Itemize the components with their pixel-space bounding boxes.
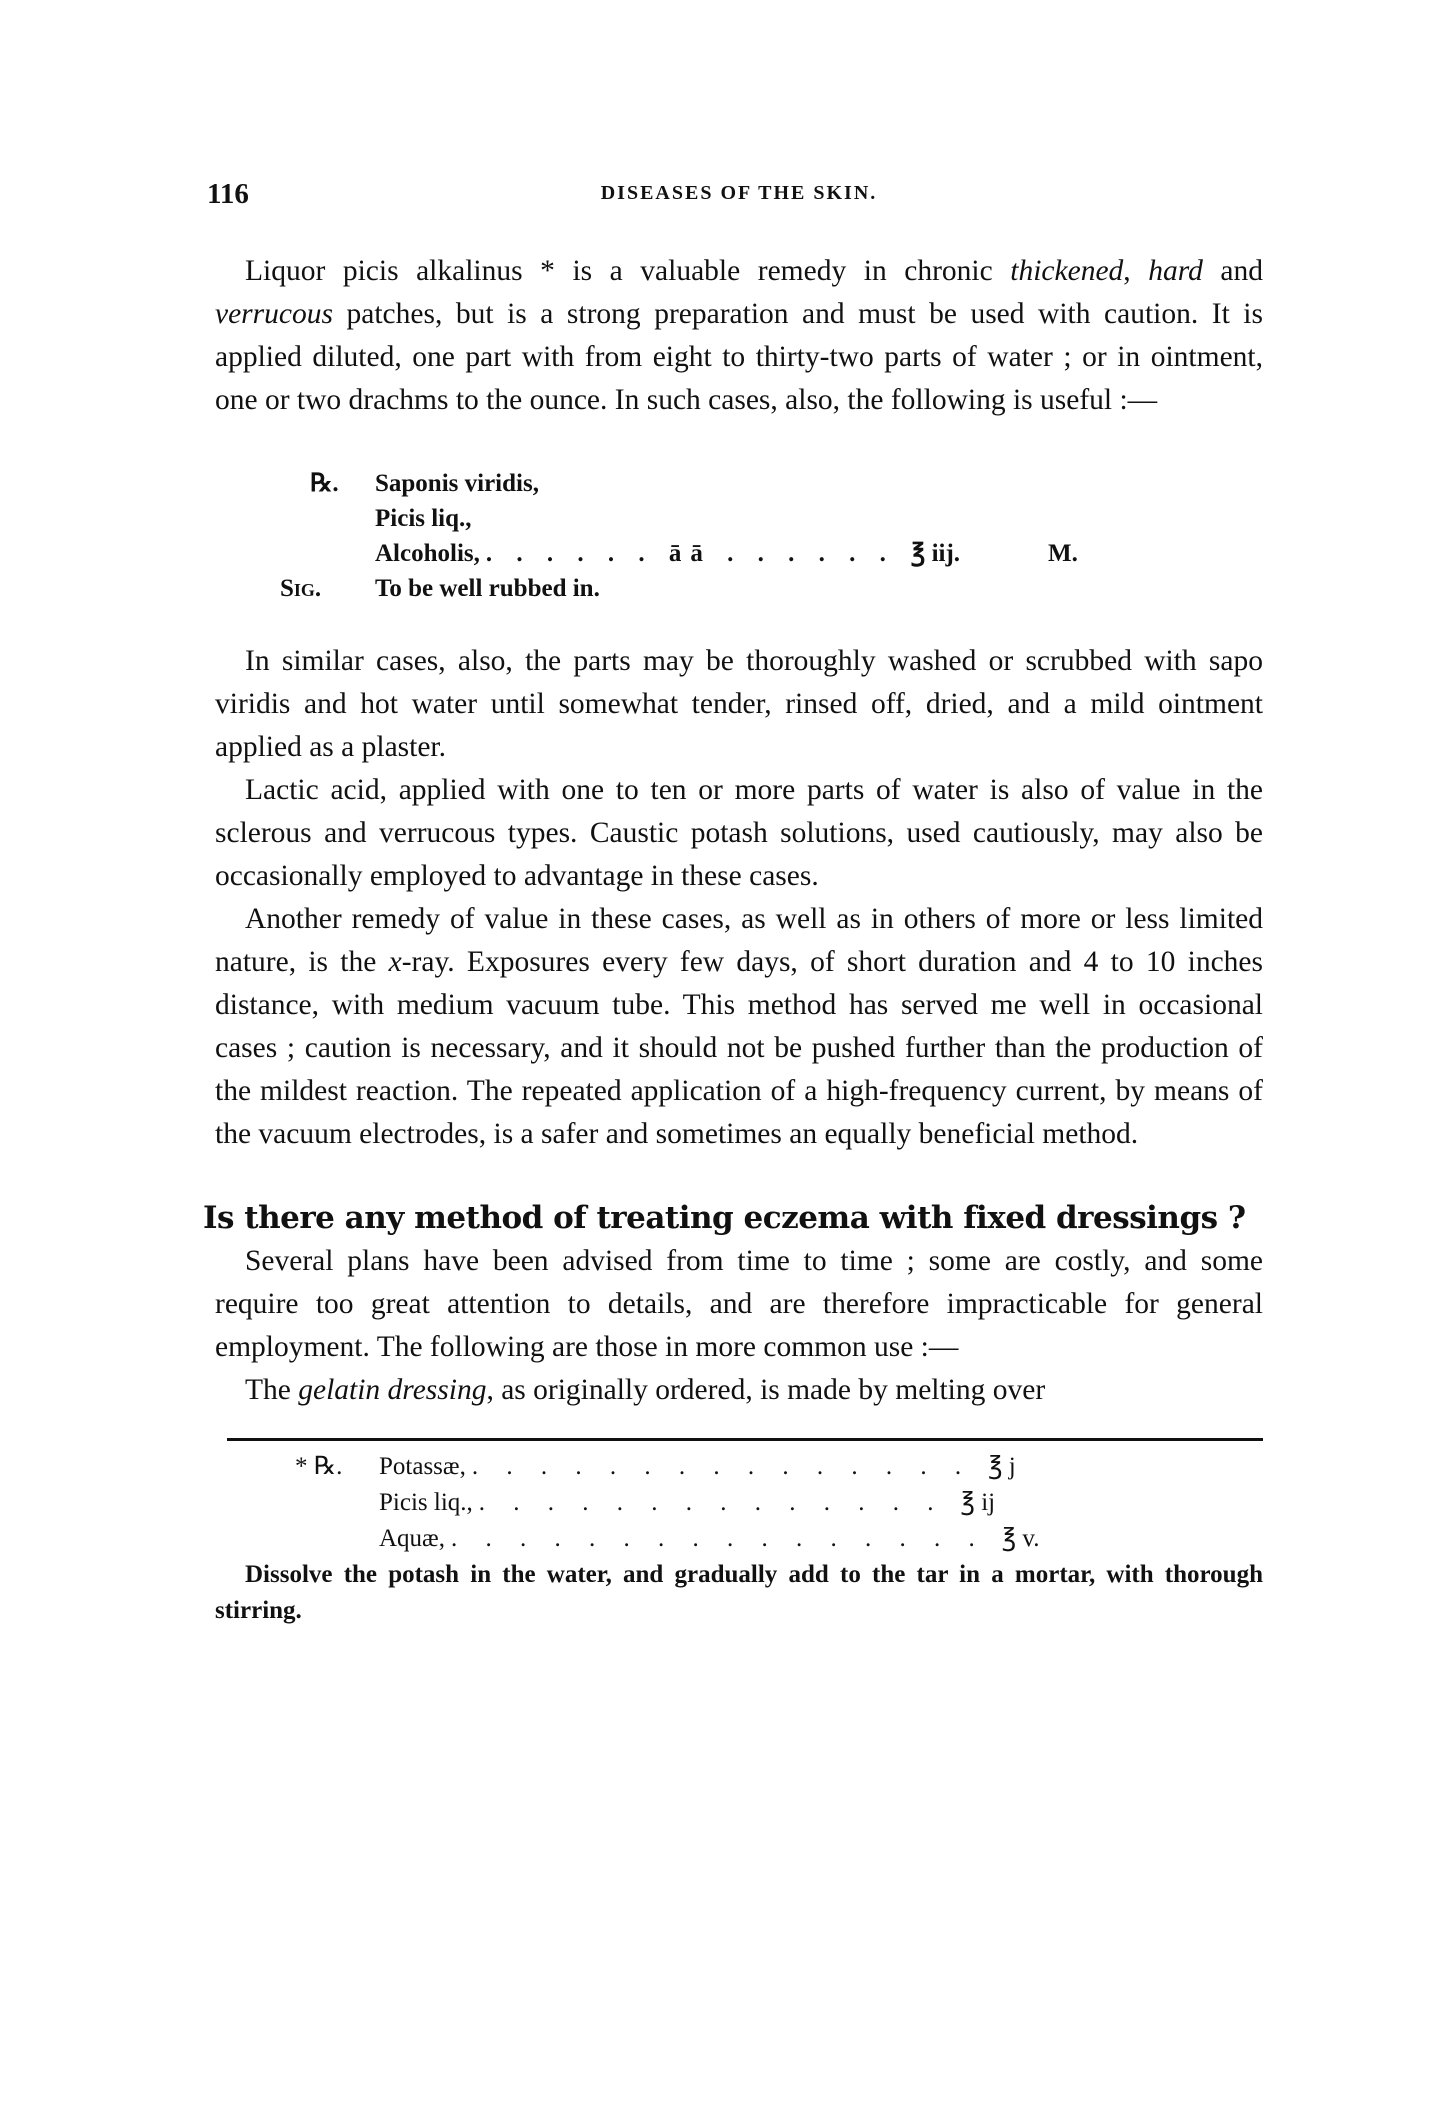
leader-dots: . . . . . . . . . . . . . . . . xyxy=(450,1525,986,1552)
ingredient-name: Picis liq., xyxy=(375,505,472,532)
ingredient-quantity: ℥ v. xyxy=(1001,1525,1040,1552)
footnote-row xyxy=(295,1521,1263,1557)
paragraph-sapo-viridis: In similar cases, also, the parts may be thoroughly washed or scrubbed with sapo viridis and hot water until somewhat tender, rinsed off, dried, and a mild ointment applied as a plaster. xyxy=(215,645,1263,763)
paragraph-lactic-acid: Lactic acid, applied with one to ten or more parts of water is also of value in the sclerous and verrucous types. Caustic potash solutions, used cautiously, may also be occasionally employed to advantage in these cases. xyxy=(215,774,1263,892)
footnote-instructions: Dissolve the potash in the water, and gradually add to the tar in a mortar, with thorough stirring. xyxy=(215,1561,1263,1624)
misce-mark: M. xyxy=(1048,540,1078,567)
prescription-row xyxy=(310,501,1263,536)
leader-dots: . . . . . . āā . . . . . . xyxy=(485,540,895,567)
running-title: DISEASES OF THE SKIN. xyxy=(600,182,878,204)
running-header xyxy=(207,168,1263,212)
book-page xyxy=(203,168,1263,1629)
paragraph-liquor-picis: Liquor picis alkalinus * is a valuable remedy in chronic thickened, hard and verrucous patches, but is a strong preparation and must be used with caution. It is applied diluted, one part with from eight to thirty-two parts of water ; or in ointment, one or two drachms to the ounce. In such cases, also, the following is useful :— xyxy=(215,255,1263,416)
page-number: 116 xyxy=(207,178,249,210)
footnote-prescription xyxy=(295,1449,1263,1557)
prescription-block xyxy=(280,466,1263,606)
recipe-symbol: ℞. xyxy=(310,470,339,497)
ingredient-quantity: ℥ ij xyxy=(960,1489,996,1516)
signa-row xyxy=(280,571,1263,606)
ingredient-name: Alcoholis, xyxy=(375,540,480,567)
ingredient-quantity: ℥ j xyxy=(988,1453,1016,1480)
prescription-row xyxy=(310,466,1263,501)
leader-dots: . . . . . . . . . . . . . . . xyxy=(471,1453,973,1480)
footnote-row xyxy=(295,1485,1263,1521)
ingredient-name: Picis liq., xyxy=(379,1489,473,1516)
leader-dots: . . . . . . . . . . . . . . xyxy=(478,1489,945,1516)
footnote-recipe-symbol: * ℞. xyxy=(295,1453,343,1480)
paragraph-fixed-dressings: Several plans have been advised from time to time ; some are costly, and some require too great attention to details, and are therefore impracticable for general employment. The following are those in more common use :— xyxy=(215,1245,1263,1363)
signa-label: Sig. xyxy=(280,575,322,602)
question-heading: Is there any method of treating eczema with fixed dressings ? xyxy=(203,1200,1246,1236)
ingredient-name: Aquæ, xyxy=(379,1525,445,1552)
paragraph-x-ray: Another remedy of value in these cases, as well as in others of more or less limited nature, is the x-ray. Exposures every few days, of short duration and 4 to 10 inches distance, with medium vacuum tube. This method has served me well in occasional cases ; caution is necessary, and it should not be pushed further than the production of the mildest reaction. The repeated application of a high-frequency current, by means of the vacuum electrodes, is a safer and sometimes an equally beneficial method. xyxy=(215,903,1263,1150)
footnote-rule xyxy=(227,1438,1263,1441)
prescription-row xyxy=(310,536,1263,571)
paragraph-gelatin-dressing: The gelatin dressing, as originally ordered, is made by melting over xyxy=(245,1374,1046,1406)
ingredient-name: Potassæ, xyxy=(379,1453,466,1480)
signa-text: To be well rubbed in. xyxy=(375,575,600,602)
footnote-row xyxy=(295,1449,1263,1485)
ingredient-quantity: ℥ iij. xyxy=(910,540,961,567)
ingredient-name: Saponis viridis, xyxy=(375,470,539,497)
